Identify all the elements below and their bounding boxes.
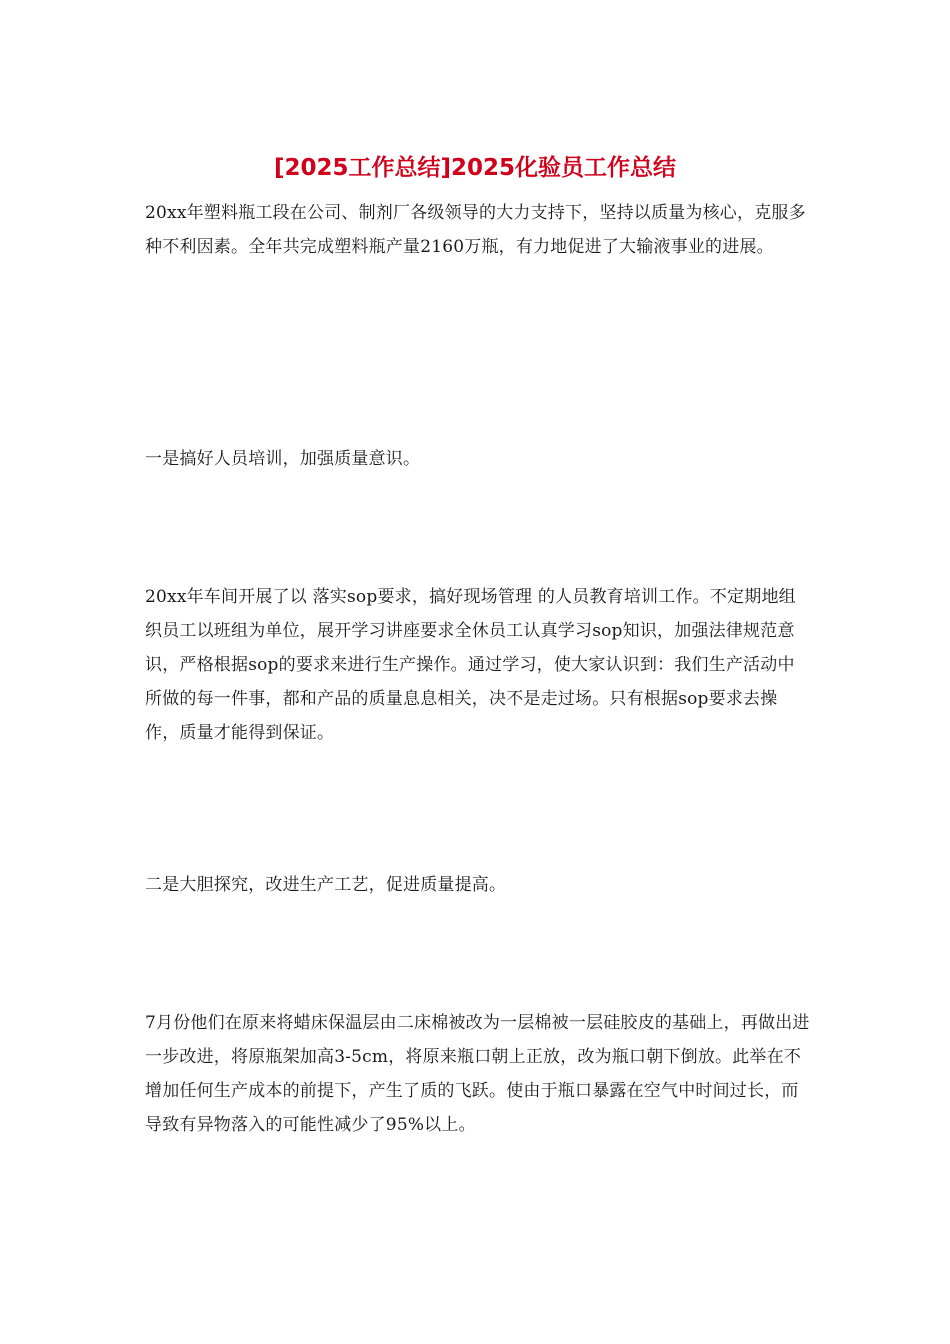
paragraph-heading-process: 二是大胆探究，改进生产工艺，促进质量提高。 [145,875,507,895]
paragraph-process-details: 7月份他们在原来将蜡床保温层由二床棉被改为一层棉被一层硅胶皮的基础上，再做出进一步改进，将原瓶架加高3-5cm，将原来瓶口朝上正放，改为瓶口朝下倒放。此举在不增加任何生产成本的前提下，产生了质的飞跃。使由于瓶口暴露在空气中时间过长，而导致有异物落入的可能性减少了95%以上。 [145,1013,810,1135]
paragraph-training-details: 20xx年车间开展了以 落实sop要求，搞好现场管理 的人员教育培训工作。不定期地组织员工以班组为单位，展开学习讲座要求全休员工认真学习sop知识，加强法律规范意识，严格根据sop的要求来进行生产操作。通过学习，使大家认识到：我们生产活动中所做的每一件事，都和产品的质量息息相关，决不是走过场。只有根据sop要求去操作，质量才能得到保证。 [145,587,796,743]
paragraph-intro: 20xx年塑料瓶工段在公司、制剂厂各级领导的大力支持下，坚持以质量为核心，克服多种不利因素。全年共完成塑料瓶产量2160万瓶，有力地促进了大输液事业的进展。 [145,203,806,257]
paragraph-heading-training: 一是搞好人员培训，加强质量意识。 [145,449,421,469]
document-title: [2025工作总结]2025化验员工作总结 [273,155,677,181]
